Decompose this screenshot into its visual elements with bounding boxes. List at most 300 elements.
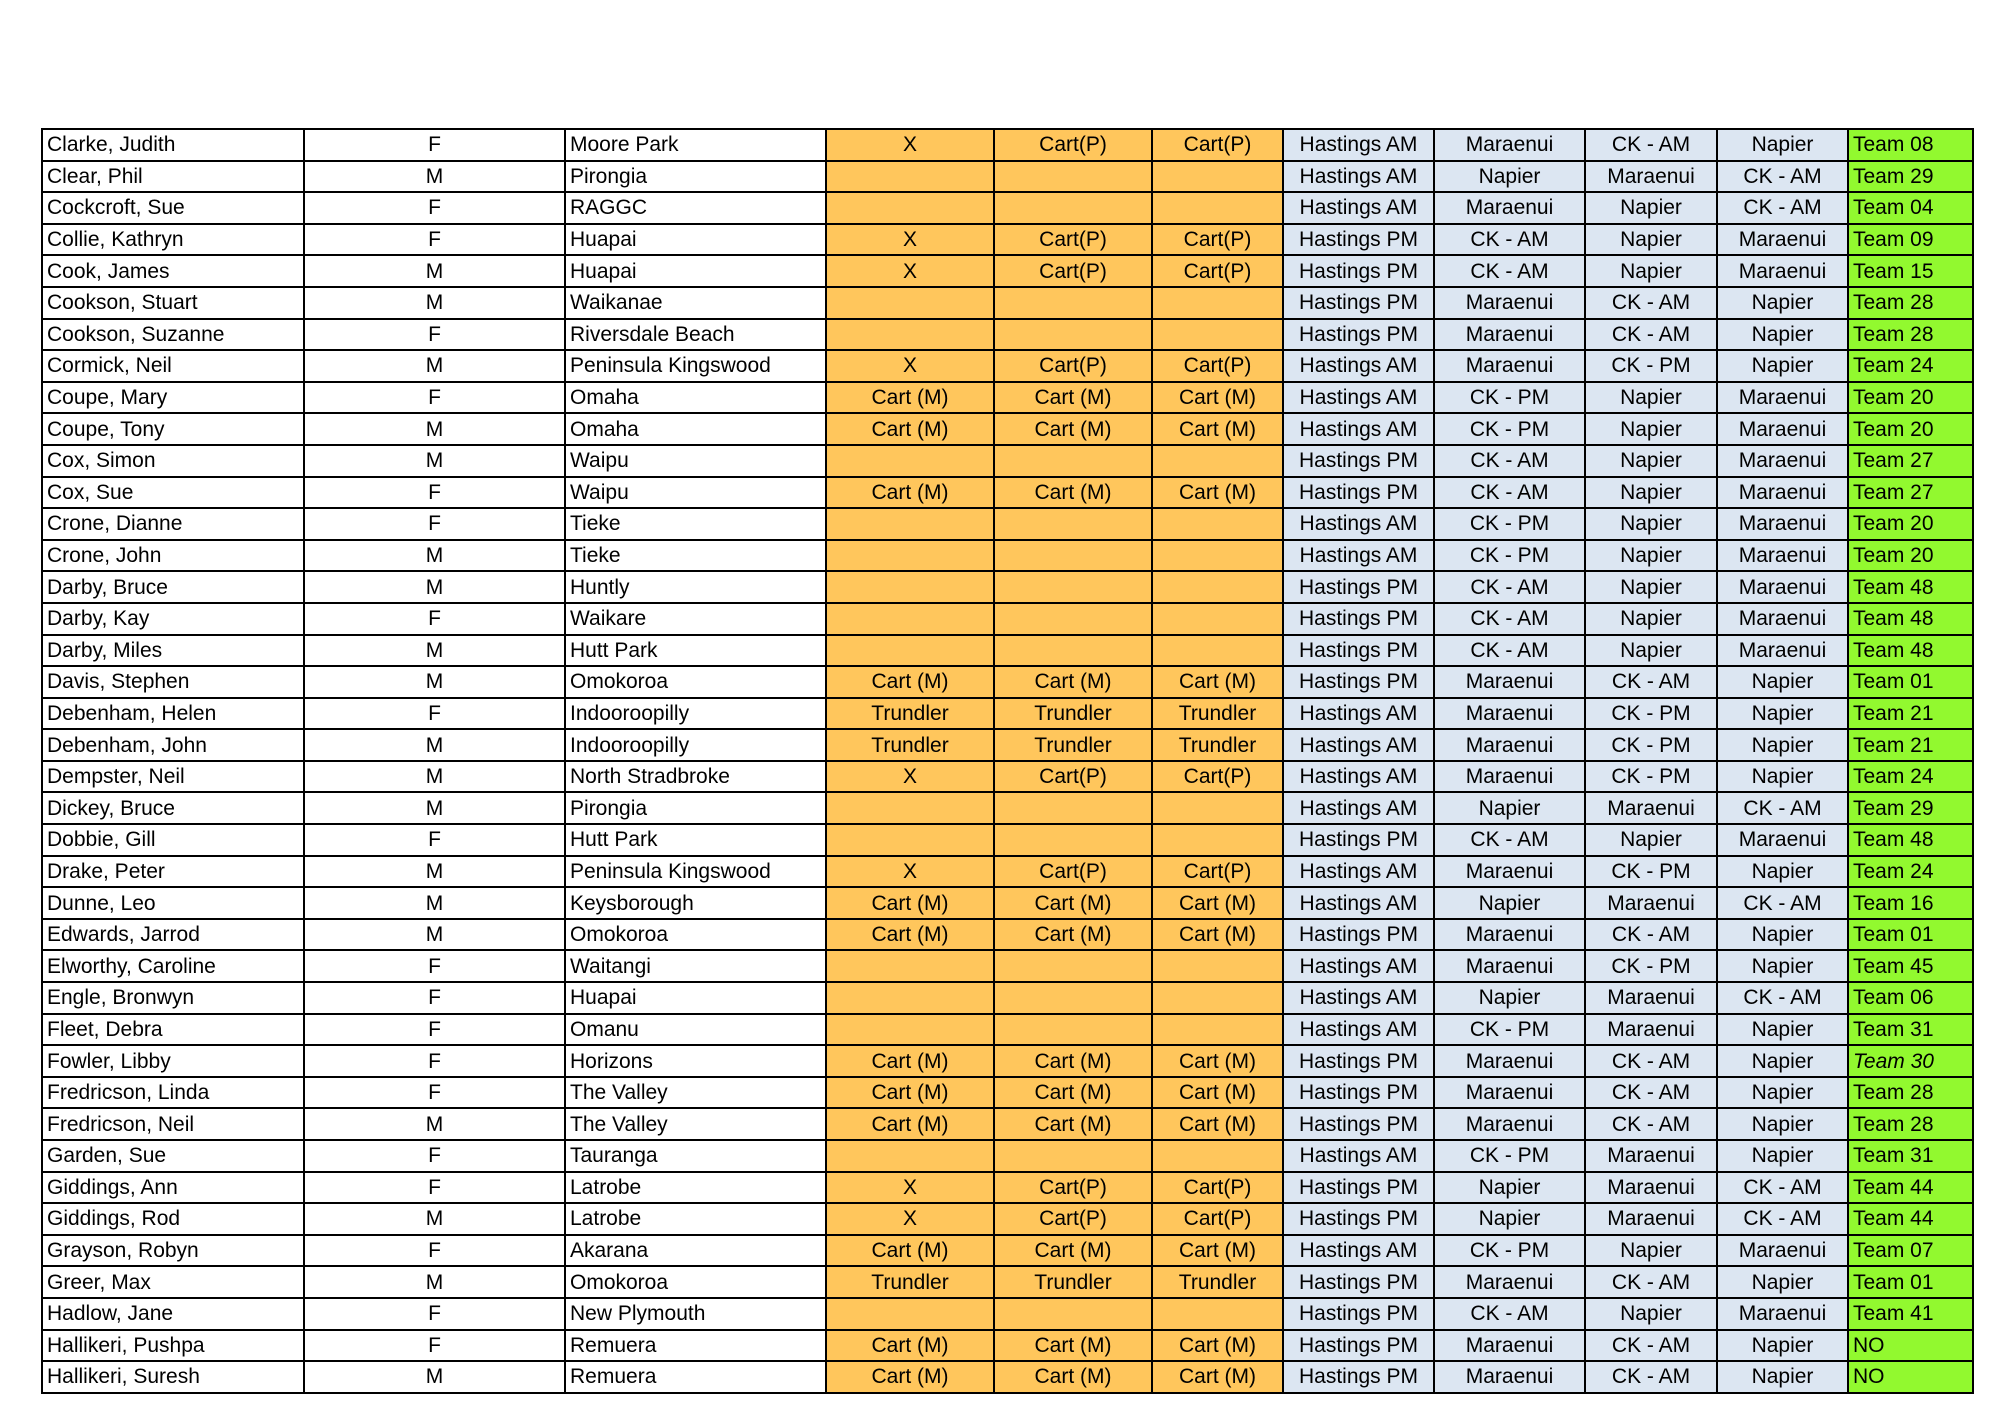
transport-day3-cell (1152, 603, 1283, 635)
transport-day3-cell: Cart (M) (1152, 1361, 1283, 1393)
round3-course-cell: Napier (1585, 603, 1717, 635)
transport-day2-cell: Cart (M) (994, 1108, 1152, 1140)
gender-cell: F (304, 824, 565, 856)
home-club-cell: Pirongia (565, 161, 826, 193)
gender-cell: M (304, 1203, 565, 1235)
player-name-cell: Fleet, Debra (42, 1014, 304, 1046)
round2-course-cell: Maraenui (1434, 129, 1585, 161)
table-row (42, 1361, 1973, 1393)
transport-day2-cell: Cart(P) (994, 129, 1152, 161)
round1-course-cell: Hastings AM (1283, 192, 1434, 224)
transport-day3-cell (1152, 1014, 1283, 1046)
round1-course-cell: Hastings PM (1283, 477, 1434, 509)
transport-day1-cell (826, 1014, 994, 1046)
gender-cell: M (304, 761, 565, 793)
transport-day3-cell: Cart(P) (1152, 1203, 1283, 1235)
transport-day2-cell (994, 571, 1152, 603)
player-name-cell: Giddings, Ann (42, 1172, 304, 1204)
player-name-cell: Cox, Simon (42, 445, 304, 477)
round3-course-cell: Napier (1585, 508, 1717, 540)
round3-course-cell: CK - PM (1585, 729, 1717, 761)
transport-day3-cell: Cart (M) (1152, 1077, 1283, 1109)
player-name-cell: Fredricson, Neil (42, 1108, 304, 1140)
transport-day2-cell (994, 1014, 1152, 1046)
player-name-cell: Clarke, Judith (42, 129, 304, 161)
table-row (42, 287, 1973, 319)
table-row (42, 1330, 1973, 1362)
round3-course-cell: CK - PM (1585, 950, 1717, 982)
round2-course-cell: CK - AM (1434, 824, 1585, 856)
team-cell: Team 30 (1848, 1045, 1973, 1077)
transport-day1-cell (826, 287, 994, 319)
team-cell: Team 15 (1848, 255, 1973, 287)
transport-day1-cell (826, 445, 994, 477)
transport-day2-cell (994, 792, 1152, 824)
player-table-body (42, 129, 1973, 1393)
round4-course-cell: Napier (1717, 129, 1848, 161)
round2-course-cell: CK - AM (1434, 571, 1585, 603)
round1-course-cell: Hastings AM (1283, 761, 1434, 793)
round4-course-cell: Napier (1717, 698, 1848, 730)
round2-course-cell: CK - AM (1434, 255, 1585, 287)
round2-course-cell: Napier (1434, 887, 1585, 919)
round3-course-cell: CK - AM (1585, 319, 1717, 351)
transport-day3-cell (1152, 635, 1283, 667)
gender-cell: M (304, 350, 565, 382)
round1-course-cell: Hastings AM (1283, 887, 1434, 919)
round4-course-cell: Maraenui (1717, 382, 1848, 414)
transport-day3-cell (1152, 1140, 1283, 1172)
transport-day3-cell: Cart (M) (1152, 477, 1283, 509)
transport-day3-cell: Cart(P) (1152, 224, 1283, 256)
transport-day3-cell: Cart (M) (1152, 887, 1283, 919)
transport-day2-cell: Cart (M) (994, 477, 1152, 509)
round2-course-cell: CK - AM (1434, 603, 1585, 635)
gender-cell: F (304, 129, 565, 161)
player-name-cell: Cox, Sue (42, 477, 304, 509)
round2-course-cell: Maraenui (1434, 1330, 1585, 1362)
round3-course-cell: Maraenui (1585, 982, 1717, 1014)
transport-day3-cell (1152, 161, 1283, 193)
gender-cell: F (304, 1235, 565, 1267)
round2-course-cell: CK - PM (1434, 1140, 1585, 1172)
home-club-cell: RAGGC (565, 192, 826, 224)
gender-cell: F (304, 224, 565, 256)
transport-day3-cell: Cart(P) (1152, 129, 1283, 161)
transport-day1-cell: X (826, 856, 994, 888)
team-cell: Team 01 (1848, 1266, 1973, 1298)
round3-course-cell: CK - AM (1585, 1361, 1717, 1393)
round2-course-cell: CK - PM (1434, 382, 1585, 414)
round4-course-cell: CK - AM (1717, 887, 1848, 919)
team-cell: Team 27 (1848, 445, 1973, 477)
gender-cell: M (304, 1266, 565, 1298)
transport-day1-cell: Cart (M) (826, 1077, 994, 1109)
team-cell: Team 28 (1848, 319, 1973, 351)
table-row (42, 698, 1973, 730)
round4-course-cell: Maraenui (1717, 508, 1848, 540)
round3-course-cell: Napier (1585, 445, 1717, 477)
table-row (42, 792, 1973, 824)
round3-course-cell: Napier (1585, 192, 1717, 224)
round3-course-cell: CK - AM (1585, 666, 1717, 698)
transport-day2-cell: Cart(P) (994, 224, 1152, 256)
round2-course-cell: Maraenui (1434, 1361, 1585, 1393)
round4-course-cell: CK - AM (1717, 1172, 1848, 1204)
player-name-cell: Dunne, Leo (42, 887, 304, 919)
team-cell: Team 20 (1848, 540, 1973, 572)
transport-day2-cell (994, 982, 1152, 1014)
transport-day3-cell (1152, 445, 1283, 477)
round1-course-cell: Hastings PM (1283, 1361, 1434, 1393)
transport-day2-cell (994, 635, 1152, 667)
round4-course-cell: Napier (1717, 666, 1848, 698)
player-name-cell: Darby, Miles (42, 635, 304, 667)
transport-day3-cell (1152, 571, 1283, 603)
round1-course-cell: Hastings PM (1283, 1266, 1434, 1298)
team-cell: Team 48 (1848, 824, 1973, 856)
round1-course-cell: Hastings AM (1283, 413, 1434, 445)
transport-day2-cell: Cart (M) (994, 1330, 1152, 1362)
table-row (42, 1172, 1973, 1204)
table-row (42, 224, 1973, 256)
transport-day1-cell: Cart (M) (826, 887, 994, 919)
home-club-cell: Waitangi (565, 950, 826, 982)
transport-day2-cell (994, 508, 1152, 540)
transport-day3-cell: Cart(P) (1152, 856, 1283, 888)
player-name-cell: Davis, Stephen (42, 666, 304, 698)
transport-day3-cell (1152, 508, 1283, 540)
transport-day1-cell: X (826, 1203, 994, 1235)
gender-cell: M (304, 792, 565, 824)
round4-course-cell: Napier (1717, 1140, 1848, 1172)
round1-course-cell: Hastings PM (1283, 919, 1434, 951)
round4-course-cell: Maraenui (1717, 1235, 1848, 1267)
gender-cell: F (304, 1077, 565, 1109)
team-cell: Team 31 (1848, 1014, 1973, 1046)
home-club-cell: Omokoroa (565, 919, 826, 951)
table-row (42, 571, 1973, 603)
home-club-cell: Omokoroa (565, 666, 826, 698)
gender-cell: M (304, 666, 565, 698)
team-cell: Team 27 (1848, 477, 1973, 509)
team-cell: Team 20 (1848, 508, 1973, 540)
home-club-cell: Waikare (565, 603, 826, 635)
round3-course-cell: Maraenui (1585, 1140, 1717, 1172)
transport-day3-cell: Cart (M) (1152, 666, 1283, 698)
table-row (42, 887, 1973, 919)
home-club-cell: Omaha (565, 382, 826, 414)
home-club-cell: The Valley (565, 1077, 826, 1109)
transport-day2-cell (994, 1298, 1152, 1330)
team-cell: Team 01 (1848, 919, 1973, 951)
home-club-cell: Moore Park (565, 129, 826, 161)
gender-cell: F (304, 382, 565, 414)
round2-course-cell: Maraenui (1434, 950, 1585, 982)
round4-course-cell: Napier (1717, 919, 1848, 951)
transport-day2-cell: Cart(P) (994, 856, 1152, 888)
round4-course-cell: Napier (1717, 319, 1848, 351)
transport-day1-cell: Cart (M) (826, 382, 994, 414)
round2-course-cell: Napier (1434, 1203, 1585, 1235)
table-row (42, 161, 1973, 193)
home-club-cell: Omaha (565, 413, 826, 445)
home-club-cell: Huapai (565, 255, 826, 287)
transport-day3-cell: Cart (M) (1152, 1235, 1283, 1267)
round1-course-cell: Hastings PM (1283, 1172, 1434, 1204)
table-row (42, 1077, 1973, 1109)
home-club-cell: Akarana (565, 1235, 826, 1267)
gender-cell: F (304, 319, 565, 351)
round4-course-cell: Napier (1717, 350, 1848, 382)
gender-cell: M (304, 161, 565, 193)
transport-day3-cell (1152, 287, 1283, 319)
round3-course-cell: CK - AM (1585, 287, 1717, 319)
round3-course-cell: Napier (1585, 1235, 1717, 1267)
home-club-cell: Huapai (565, 982, 826, 1014)
team-cell: Team 24 (1848, 761, 1973, 793)
player-name-cell: Dickey, Bruce (42, 792, 304, 824)
gender-cell: M (304, 635, 565, 667)
round1-course-cell: Hastings PM (1283, 287, 1434, 319)
round3-course-cell: Napier (1585, 382, 1717, 414)
home-club-cell: Tieke (565, 508, 826, 540)
round2-course-cell: Napier (1434, 982, 1585, 1014)
transport-day1-cell: Cart (M) (826, 1361, 994, 1393)
round4-course-cell: Maraenui (1717, 1298, 1848, 1330)
team-cell: Team 28 (1848, 1108, 1973, 1140)
transport-day1-cell: Cart (M) (826, 919, 994, 951)
home-club-cell: Omokoroa (565, 1266, 826, 1298)
round1-course-cell: Hastings PM (1283, 255, 1434, 287)
transport-day3-cell: Cart(P) (1152, 1172, 1283, 1204)
transport-day1-cell: X (826, 350, 994, 382)
round1-course-cell: Hastings PM (1283, 1203, 1434, 1235)
player-name-cell: Coupe, Mary (42, 382, 304, 414)
team-cell: Team 28 (1848, 287, 1973, 319)
player-name-cell: Debenham, John (42, 729, 304, 761)
player-name-cell: Garden, Sue (42, 1140, 304, 1172)
table-row (42, 508, 1973, 540)
round2-course-cell: CK - AM (1434, 1298, 1585, 1330)
gender-cell: F (304, 950, 565, 982)
round4-course-cell: Napier (1717, 1361, 1848, 1393)
table-row (42, 729, 1973, 761)
round2-course-cell: Napier (1434, 792, 1585, 824)
round4-course-cell: Maraenui (1717, 540, 1848, 572)
round3-course-cell: Napier (1585, 540, 1717, 572)
player-table (41, 128, 1974, 1394)
round1-course-cell: Hastings PM (1283, 1330, 1434, 1362)
transport-day2-cell (994, 319, 1152, 351)
table-row (42, 382, 1973, 414)
transport-day3-cell (1152, 824, 1283, 856)
round2-course-cell: CK - PM (1434, 1235, 1585, 1267)
round1-course-cell: Hastings PM (1283, 1045, 1434, 1077)
round1-course-cell: Hastings AM (1283, 1014, 1434, 1046)
home-club-cell: New Plymouth (565, 1298, 826, 1330)
round1-course-cell: Hastings AM (1283, 698, 1434, 730)
table-row (42, 982, 1973, 1014)
table-row (42, 856, 1973, 888)
gender-cell: F (304, 508, 565, 540)
round1-course-cell: Hastings AM (1283, 350, 1434, 382)
round2-course-cell: Maraenui (1434, 698, 1585, 730)
player-name-cell: Drake, Peter (42, 856, 304, 888)
player-name-cell: Crone, John (42, 540, 304, 572)
round4-course-cell: Maraenui (1717, 635, 1848, 667)
round4-course-cell: CK - AM (1717, 982, 1848, 1014)
player-name-cell: Debenham, Helen (42, 698, 304, 730)
round1-course-cell: Hastings AM (1283, 856, 1434, 888)
round1-course-cell: Hastings PM (1283, 571, 1434, 603)
transport-day1-cell: X (826, 224, 994, 256)
round4-course-cell: Maraenui (1717, 413, 1848, 445)
round4-course-cell: Napier (1717, 1014, 1848, 1046)
round2-course-cell: CK - AM (1434, 224, 1585, 256)
gender-cell: M (304, 919, 565, 951)
transport-day1-cell: X (826, 255, 994, 287)
round1-course-cell: Hastings PM (1283, 1077, 1434, 1109)
round4-course-cell: Maraenui (1717, 824, 1848, 856)
team-cell: Team 21 (1848, 729, 1973, 761)
round1-course-cell: Hastings AM (1283, 508, 1434, 540)
table-row (42, 477, 1973, 509)
player-name-cell: Fredricson, Linda (42, 1077, 304, 1109)
round3-course-cell: Napier (1585, 477, 1717, 509)
round4-course-cell: Napier (1717, 856, 1848, 888)
player-name-cell: Dobbie, Gill (42, 824, 304, 856)
home-club-cell: Horizons (565, 1045, 826, 1077)
player-name-cell: Hallikeri, Pushpa (42, 1330, 304, 1362)
team-cell: Team 06 (1848, 982, 1973, 1014)
round3-course-cell: CK - AM (1585, 129, 1717, 161)
table-row (42, 1108, 1973, 1140)
transport-day2-cell: Cart(P) (994, 350, 1152, 382)
home-club-cell: Omanu (565, 1014, 826, 1046)
gender-cell: F (304, 982, 565, 1014)
round2-course-cell: Napier (1434, 161, 1585, 193)
transport-day2-cell: Cart (M) (994, 1361, 1152, 1393)
table-row (42, 129, 1973, 161)
gender-cell: M (304, 540, 565, 572)
transport-day2-cell (994, 161, 1152, 193)
gender-cell: F (304, 698, 565, 730)
transport-day2-cell: Cart (M) (994, 919, 1152, 951)
table-row (42, 350, 1973, 382)
player-name-cell: Coupe, Tony (42, 413, 304, 445)
home-club-cell: Latrobe (565, 1172, 826, 1204)
transport-day2-cell (994, 287, 1152, 319)
round1-course-cell: Hastings PM (1283, 445, 1434, 477)
transport-day1-cell: Cart (M) (826, 477, 994, 509)
round4-course-cell: Napier (1717, 287, 1848, 319)
table-row (42, 666, 1973, 698)
team-cell: Team 44 (1848, 1203, 1973, 1235)
player-name-cell: Darby, Bruce (42, 571, 304, 603)
round1-course-cell: Hastings AM (1283, 540, 1434, 572)
gender-cell: M (304, 287, 565, 319)
transport-day2-cell (994, 950, 1152, 982)
gender-cell: F (304, 192, 565, 224)
transport-day2-cell (994, 603, 1152, 635)
player-name-cell: Crone, Dianne (42, 508, 304, 540)
home-club-cell: Latrobe (565, 1203, 826, 1235)
transport-day1-cell (826, 1140, 994, 1172)
team-cell: Team 48 (1848, 603, 1973, 635)
round2-course-cell: Napier (1434, 1172, 1585, 1204)
round2-course-cell: Maraenui (1434, 287, 1585, 319)
team-cell: Team 04 (1848, 192, 1973, 224)
round4-course-cell: Maraenui (1717, 603, 1848, 635)
transport-day1-cell (826, 540, 994, 572)
round1-course-cell: Hastings PM (1283, 1108, 1434, 1140)
transport-day1-cell (826, 161, 994, 193)
table-row (42, 1266, 1973, 1298)
player-name-cell: Cormick, Neil (42, 350, 304, 382)
player-name-cell: Cockcroft, Sue (42, 192, 304, 224)
round2-course-cell: CK - PM (1434, 1014, 1585, 1046)
transport-day3-cell: Trundler (1152, 729, 1283, 761)
transport-day3-cell: Cart (M) (1152, 919, 1283, 951)
table-row (42, 824, 1973, 856)
player-name-cell: Giddings, Rod (42, 1203, 304, 1235)
transport-day1-cell (826, 192, 994, 224)
transport-day1-cell: X (826, 761, 994, 793)
round2-course-cell: CK - PM (1434, 508, 1585, 540)
round3-course-cell: CK - AM (1585, 1330, 1717, 1362)
transport-day1-cell (826, 571, 994, 603)
team-cell: Team 24 (1848, 350, 1973, 382)
round2-course-cell: Maraenui (1434, 192, 1585, 224)
transport-day1-cell: Trundler (826, 729, 994, 761)
round1-course-cell: Hastings PM (1283, 1298, 1434, 1330)
round2-course-cell: Maraenui (1434, 1108, 1585, 1140)
round1-course-cell: Hastings AM (1283, 982, 1434, 1014)
player-name-cell: Engle, Bronwyn (42, 982, 304, 1014)
round4-course-cell: Napier (1717, 950, 1848, 982)
round2-course-cell: CK - AM (1434, 477, 1585, 509)
transport-day1-cell (826, 950, 994, 982)
round2-course-cell: CK - PM (1434, 540, 1585, 572)
transport-day1-cell (826, 319, 994, 351)
transport-day3-cell: Cart(P) (1152, 761, 1283, 793)
transport-day2-cell: Trundler (994, 1266, 1152, 1298)
transport-day3-cell (1152, 1298, 1283, 1330)
round3-course-cell: CK - PM (1585, 698, 1717, 730)
home-club-cell: Remuera (565, 1330, 826, 1362)
table-row (42, 1140, 1973, 1172)
transport-day1-cell: Cart (M) (826, 666, 994, 698)
home-club-cell: Waipu (565, 477, 826, 509)
team-cell: Team 41 (1848, 1298, 1973, 1330)
transport-day2-cell: Trundler (994, 698, 1152, 730)
round3-course-cell: CK - PM (1585, 761, 1717, 793)
gender-cell: M (304, 445, 565, 477)
round3-course-cell: CK - AM (1585, 1045, 1717, 1077)
transport-day1-cell (826, 824, 994, 856)
gender-cell: M (304, 1361, 565, 1393)
round2-course-cell: Maraenui (1434, 1045, 1585, 1077)
round2-course-cell: Maraenui (1434, 1266, 1585, 1298)
round4-course-cell: Maraenui (1717, 224, 1848, 256)
team-cell: Team 08 (1848, 129, 1973, 161)
team-cell: Team 01 (1848, 666, 1973, 698)
team-cell: Team 16 (1848, 887, 1973, 919)
transport-day1-cell: X (826, 129, 994, 161)
round1-course-cell: Hastings AM (1283, 1140, 1434, 1172)
player-name-cell: Hallikeri, Suresh (42, 1361, 304, 1393)
